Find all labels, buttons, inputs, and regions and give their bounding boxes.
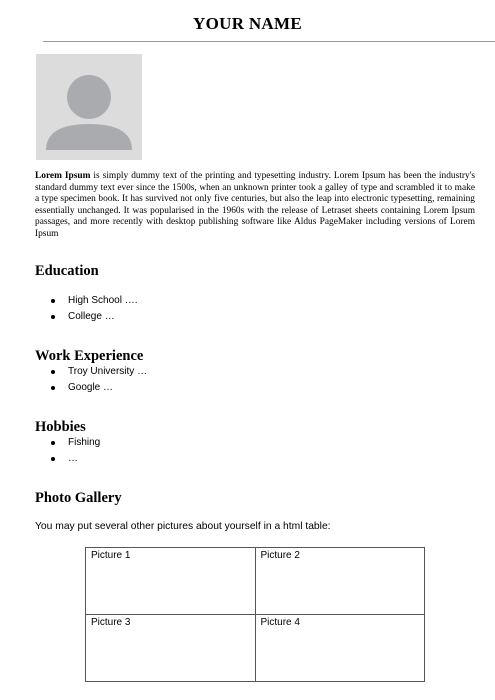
gallery-cell: Picture 2 bbox=[255, 548, 425, 615]
education-list bbox=[50, 293, 137, 324]
intro-text: is simply dummy text of the printing and typesetting industry. Lorem Ipsum has been the industry's standard dummy text ever since the 1500s, when an unknown printer took a galley of type and scrambled it to make a type specimen book. It has survived not only five centuries, but also the leap into electronic typesetting, remaining essentially unchanged. It was popularised in the 1960s with the release of Letraset sheets containing Lorem Ipsum passages, and more recently with desktop publishing software like Aldus PageMaker including versions of Lorem Ipsum bbox=[35, 171, 476, 239]
list-item: High School …. bbox=[50, 293, 137, 309]
work-experience-list bbox=[50, 364, 147, 395]
profile-photo-placeholder bbox=[36, 54, 142, 160]
title-divider bbox=[43, 41, 495, 42]
list-item: … bbox=[50, 451, 100, 467]
avatar-icon bbox=[36, 54, 142, 160]
intro-lead: Lorem Ipsum bbox=[35, 171, 91, 181]
gallery-cell: Picture 3 bbox=[86, 615, 256, 682]
hobbies-list bbox=[50, 435, 100, 466]
photo-gallery-heading: Photo Gallery bbox=[35, 490, 122, 506]
list-item: Google … bbox=[50, 380, 147, 396]
photo-gallery-table bbox=[85, 547, 425, 682]
intro-paragraph bbox=[35, 171, 475, 241]
list-item: Fishing bbox=[50, 435, 100, 451]
gallery-cell: Picture 4 bbox=[255, 615, 425, 682]
list-item: College … bbox=[50, 309, 137, 325]
education-heading: Education bbox=[35, 263, 99, 279]
list-item: Troy University … bbox=[50, 364, 147, 380]
gallery-cell: Picture 1 bbox=[86, 548, 256, 615]
gallery-note: You may put several other pictures about yourself in a html table: bbox=[35, 521, 331, 532]
page-title: YOUR NAME bbox=[193, 14, 302, 33]
work-experience-heading: Work Experience bbox=[35, 348, 144, 364]
hobbies-heading: Hobbies bbox=[35, 419, 86, 435]
